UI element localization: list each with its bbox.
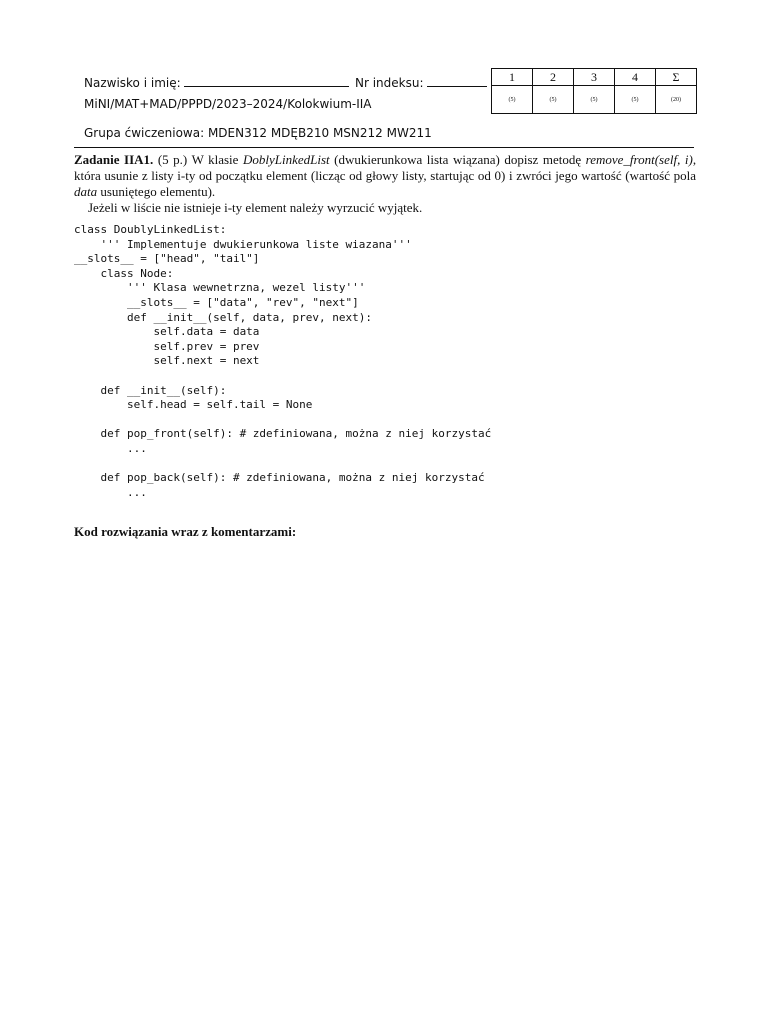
score-header-3: 3 (574, 69, 615, 86)
task-text-1: W klasie (191, 152, 239, 167)
task-text-3: , która usunie z listy i-ty od początku element (licząc od głowy listy, startując od 0) i zwróci jego wartość (wartość pola (74, 152, 697, 183)
score-header-1: 1 (492, 69, 533, 86)
task-points: (5 p.) (157, 152, 188, 167)
name-label: Nazwisko i imię: (84, 76, 181, 90)
class-name: DoblyLinkedList (242, 152, 330, 167)
header-divider (74, 147, 694, 148)
index-field (355, 74, 487, 90)
group-line: Grupa ćwiczeniowa: MDEN312 MDĘB210 MSN212 MW211 (84, 126, 432, 140)
task-note: Jeżeli w liście nie istnieje i-ty element należy wyrzucić wyjątek. (88, 200, 423, 215)
task-paragraph (74, 152, 696, 200)
solution-label: Kod rozwiązania wraz z komentarzami: (74, 524, 297, 539)
task-text-2: (dwukierunkowa lista wiązana) dopisz metodę (334, 152, 582, 167)
score-header-4: 4 (615, 69, 656, 86)
code-listing: class DoublyLinkedList: ''' Implementuje dwukierunkowa liste wiazana''' __slots__ = ["head", "tail"] class Node: ''' Klasa wewnetrzna, wezel listy''' __slots__ = ["data", "rev", "next"] def __init__(self, data, prev, next): self.data = data self.prev = prev self.next = next def __init__(self): self.head = self.tail = None def pop_front(self): # zdefiniowana, można z niej korzystać ... def pop_back(self): # zdefiniowana, można z niej korzystać ... (74, 223, 492, 499)
score-header-sum: Σ (656, 69, 697, 86)
method-name: remove_front(self, i) (585, 152, 693, 167)
index-blank-line (427, 74, 487, 87)
score-points-sum: (20) (656, 86, 697, 114)
score-points-2: (5) (533, 86, 574, 114)
task-text-4: usuniętego elementu). (100, 184, 216, 199)
name-field (84, 74, 349, 90)
score-points-1: (5) (492, 86, 533, 114)
course-code: MiNI/MAT+MAD/PPPD/2023–2024/Kolokwium-IIA (84, 97, 372, 111)
score-header-2: 2 (533, 69, 574, 86)
score-points-3: (5) (574, 86, 615, 114)
task-description (74, 152, 696, 229)
task-label: Zadanie IIA1. (74, 152, 154, 167)
index-label: Nr indeksu: (355, 76, 424, 90)
field-name: data (74, 184, 98, 199)
name-blank-line (184, 74, 349, 87)
score-points-4: (5) (615, 86, 656, 114)
score-table (491, 68, 697, 114)
